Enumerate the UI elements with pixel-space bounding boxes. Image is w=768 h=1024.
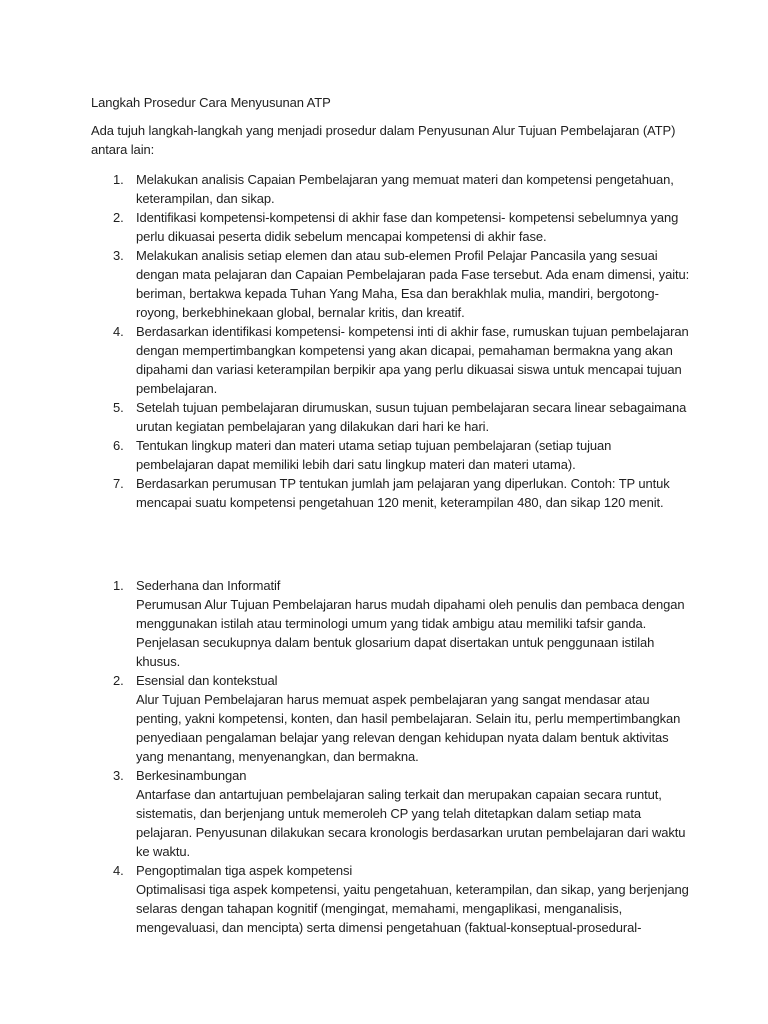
list-text: Melakukan analisis setiap elemen dan atau sub-elemen Profil Pelajar Pancasila yang sesuai dengan mata pelajaran dan Capaian Pembelajaran pada Fase tersebut. Ada enam dimensi, yaitu: beriman, bertakwa kepada Tuhan Yang Maha, Esa dan berakhlak mulia, mandiri, bergotong-royong, berkebhinekaan global, bernalar kritis, dan kreatif. [136,248,690,320]
list-item [91,576,691,671]
principle-text: Antarfase dan antartujuan pembelajaran saling terkait dan merupakan capaian secara runtut, sistematis, dan berjenjang untuk memeroleh CP yang telah ditetapkan dalam setiap mata pelajaran. Penyusunan dilakukan secara kronologis berdasarkan urutan pembelajaran dari waktu ke waktu. [136,787,686,859]
steps-list [91,170,691,512]
list-text: Identifikasi kompetensi-kompetensi di akhir fase dan kompetensi- kompetensi sebelumnya yang perlu dikuasai peserta didik sebelum mencapai kompetensi di akhir fase. [136,210,679,244]
list-item [91,474,691,512]
principle-heading: Esensial dan kontekstual [136,673,278,688]
list-text: Setelah tujuan pembelajaran dirumuskan, susun tujuan pembelajaran secara linear sebagaimana urutan kegiatan pembelajaran yang dilakukan dari hari ke hari. [136,400,687,434]
list-item [91,766,691,861]
list-number: 7. [113,476,124,491]
list-text: Melakukan analisis Capaian Pembelajaran yang memuat materi dan kompetensi pengetahuan, keterampilan, dan sikap. [136,172,674,206]
list-text: Tentukan lingkup materi dan materi utama setiap tujuan pembelajaran (setiap tujuan pembelajaran dapat memiliki lebih dari satu lingkup materi dan materi utama). [136,438,612,472]
list-item [91,398,691,436]
list-item [91,208,691,246]
list-number: 3. [113,248,124,263]
intro-paragraph: Ada tujuh langkah-langkah yang menjadi prosedur dalam Penyusunan Alur Tujuan Pembelajaran (ATP) antara lain: [91,123,676,157]
principle-text: Optimalisasi tiga aspek kompetensi, yaitu pengetahuan, keterampilan, dan sikap, yang berjenjang selaras dengan tahapan kognitif (mengingat, memahami, mengaplikasi, menganalisis, mengevaluasi, dan mencipta) serta dimensi pengetahuan (faktual-konseptual-prosedural- [136,882,689,935]
list-number: 1. [113,172,124,187]
list-item [91,861,691,937]
list-number: 2. [113,210,124,225]
list-number: 3. [113,768,124,783]
list-number: 4. [113,863,124,878]
principles-list [91,576,691,937]
list-item [91,322,691,398]
list-item [91,170,691,208]
list-text: Berdasarkan perumusan TP tentukan jumlah jam pelajaran yang diperlukan. Contoh: TP untuk mencapai suatu kompetensi pengetahuan 120 menit, keterampilan 480, dan sikap 120 menit. [136,476,670,510]
list-number: 5. [113,400,124,415]
list-number: 1. [113,578,124,593]
principle-text: Perumusan Alur Tujuan Pembelajaran harus mudah dipahami oleh penulis dan pembaca dengan menggunakan istilah atau terminologi umum yang tidak ambigu atau memiliki tafsir ganda. Penjelasan secukupnya dalam bentuk glosarium dapat disertakan untuk penggunaan istilah khusus. [136,597,685,669]
document-title: Langkah Prosedur Cara Menyusunan ATP [91,95,331,110]
principle-heading: Sederhana dan Informatif [136,578,281,593]
list-number: 4. [113,324,124,339]
principle-heading: Berkesinambungan [136,768,247,783]
list-item [91,671,691,766]
list-number: 2. [113,673,124,688]
principle-text: Alur Tujuan Pembelajaran harus memuat aspek pembelajaran yang sangat mendasar atau penting, yakni kompetensi, konten, dan hasil pembelajaran. Selain itu, perlu mempertimbangkan penyediaan pengalaman belajar yang relevan dengan kehidupan nyata dalam bentuk aktivitas yang menantang, menyenangkan, dan bermakna. [136,692,681,764]
list-item [91,246,691,322]
principle-heading: Pengoptimalan tiga aspek kompetensi [136,863,353,878]
list-text: Berdasarkan identifikasi kompetensi- kompetensi inti di akhir fase, rumuskan tujuan pembelajaran dengan mempertimbangkan kompetensi yang akan dicapai, pemahaman bermakna yang akan dipahami dan variasi keterampilan berpikir apa yang perlu dikuasai siswa untuk mencapai tujuan pembelajaran. [136,324,689,396]
list-number: 6. [113,438,124,453]
list-item [91,436,691,474]
